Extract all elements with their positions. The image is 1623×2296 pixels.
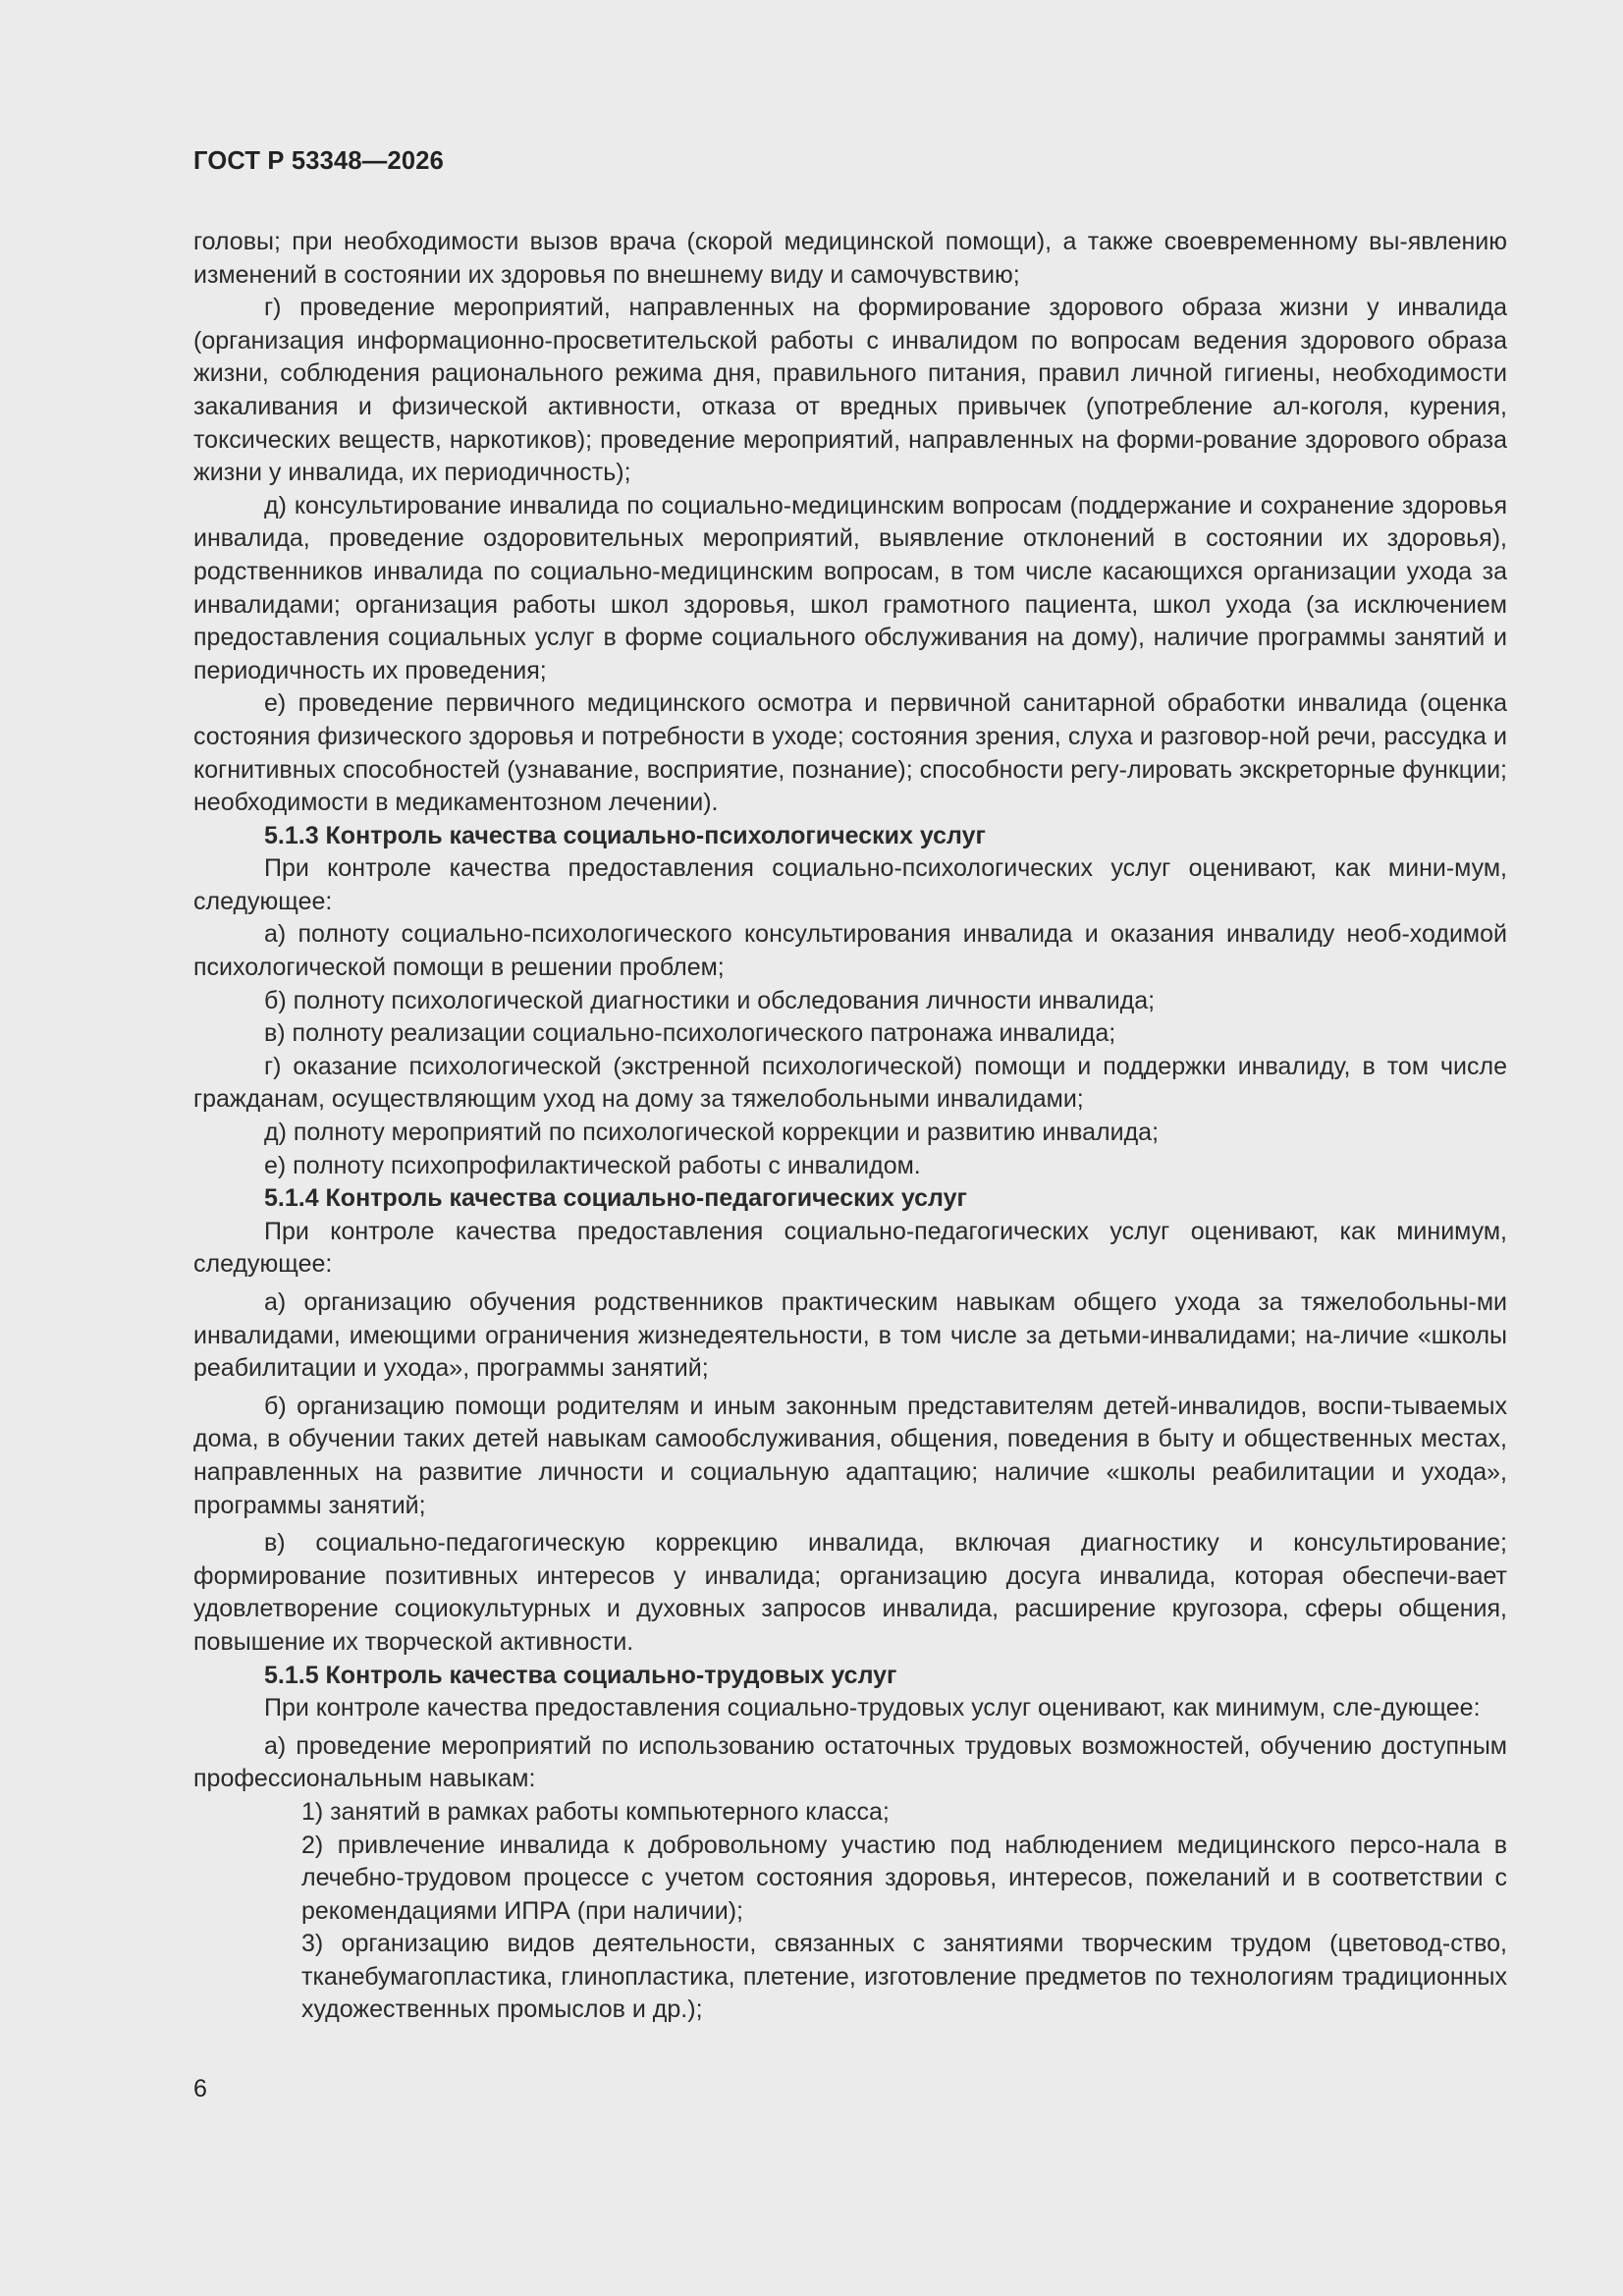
list-item-a: а) организацию обучения родственников практическим навыкам общего ухода за тяжелобольны-ми инвалидами, имеющими ограничения жизнедеятельности, в том числе за детьми-инвалидами; на-личие «школы реабилитации и ухода», программы занятий; — [193, 1288, 1507, 1383]
section-heading-5-1-3: 5.1.3 Контроль качества социально-психологических услуг — [264, 821, 986, 849]
list-item-d: д) полноту мероприятий по психологической коррекции и развитию инвалида; — [264, 1119, 1160, 1147]
list-item-e: е) проведение первичного медицинского осмотра и первичной санитарной обработки инвалида (оценка состояния физического здоровья и потребности в уходе; состояния зрения, слуха и разговор-ной речи, рассудка и когнитивных способностей (узнавание, восприятие, познание); способности регу-лировать экскреторные функции; необходимости в медикаментозном лечении). — [193, 689, 1507, 817]
sub-list-item-1: 1) занятий в рамках работы компьютерного класса; — [301, 1797, 890, 1826]
list-item-b: б) полноту психологической диагностики и обследования личности инвалида; — [264, 986, 1156, 1014]
page-number: 6 — [193, 2075, 207, 2103]
document-header: ГОСТ Р 53348—2026 — [193, 147, 445, 175]
sub-list-item-2: 2) привлечение инвалида к добровольному участию под наблюдением медицинского персо-нала в лечебно-трудовом процессе с учетом состояния здоровья, интересов, пожеланий и в соответствии с рекомендациями ИПРА (при наличии); — [301, 1831, 1507, 1925]
list-item-g: г) оказание психологической (экстренной психологической) помощи и поддержки инвалиду, в том числе гражданам, осуществляющим уход на дому за тяжелобольными инвалидами; — [193, 1052, 1507, 1114]
list-item-g: г) проведение мероприятий, направленных на формирование здорового образа жизни у инвалида (организация информационно-просветительской работы с инвалидом по вопросам ведения здорового образа жизни, соблюдения рационального режима дня, правильного питания, правил личной гигиены, необходимости закаливания и физической активности, отказа от вредных привычек (употребление ал-коголя, курения, токсических веществ, наркотиков); проведение мероприятий, направленных на форми-рование здорового образа жизни у инвалида, их периодичность); — [193, 294, 1507, 487]
list-item-d: д) консультирование инвалида по социально-медицинским вопросам (поддержание и сохранение здоровья инвалида, проведение оздоровительных мероприятий, выявление отклонений в состоянии их здоровья), родственников инвалида по социально-медицинским вопросам, в том числе касающихся организации ухода за инвалидами; организация работы школ здоровья, школ грамотного пациента, школ ухода (за исключением предоставления социальных услуг в форме социального обслуживания на дому), наличие программы занятий и периодичность их проведения; — [193, 491, 1507, 684]
list-item-a: а) проведение мероприятий по использованию остаточных трудовых возможностей, обучению доступным профессиональным навыкам: — [193, 1731, 1507, 1793]
list-item-a: а) полноту социально-психологического консультирования инвалида и оказания инвалиду необ-ходимой психологической помощи в решении проблем; — [193, 920, 1507, 982]
section-intro: При контроле качества предоставления социально-трудовых услуг оценивают, как минимум, сле-дующее: — [264, 1694, 1481, 1722]
list-item-v: в) социально-педагогическую коррекцию инвалида, включая диагностику и консультирование; формирование позитивных интересов у инвалида; организацию досуга инвалида, которая обеспечи-вает удовлетворение социокультурных и духовных запросов инвалида, расширение кругозора, сферы общения, повышение их творческой активности. — [193, 1529, 1507, 1656]
list-item-e: е) полноту психопрофилактической работы с инвалидом. — [264, 1151, 921, 1179]
section-intro: При контроле качества предоставления социально-педагогических услуг оценивают, как минимум, следующее: — [193, 1217, 1507, 1279]
section-heading-5-1-4: 5.1.4 Контроль качества социально-педагогических услуг — [264, 1184, 967, 1213]
list-item-b: б) организацию помощи родителям и иным законным представителям детей-инвалидов, воспи-тываемых дома, в обучении таких детей навыкам самообслуживания, общения, поведения в быту и общественных местах, направленных на развитие личности и социальную адаптацию; наличие «школы реабилитации и ухода», программы занятий; — [193, 1392, 1507, 1519]
document-body — [193, 226, 1507, 2027]
sub-list-item-3: 3) организацию видов деятельности, связанных с занятиями творческим трудом (цветовод-ство, тканебумагопластика, глинопластика, плетение, изготовление предметов по технологиям традиционных художественных промыслов и др.); — [301, 1930, 1507, 2024]
section-heading-5-1-5: 5.1.5 Контроль качества социально-трудовых услуг — [264, 1661, 897, 1689]
paragraph-continuation: головы; при необходимости вызов врача (скорой медицинской помощи), а также своевременному вы-явлению изменений в состоянии их здоровья по внешнему виду и самочувствию; — [193, 228, 1507, 289]
list-item-v: в) полноту реализации социально-психологического патронажа инвалида; — [264, 1019, 1116, 1048]
section-intro: При контроле качества предоставления социально-психологических услуг оценивают, как мини-мум, следующее: — [193, 854, 1507, 915]
